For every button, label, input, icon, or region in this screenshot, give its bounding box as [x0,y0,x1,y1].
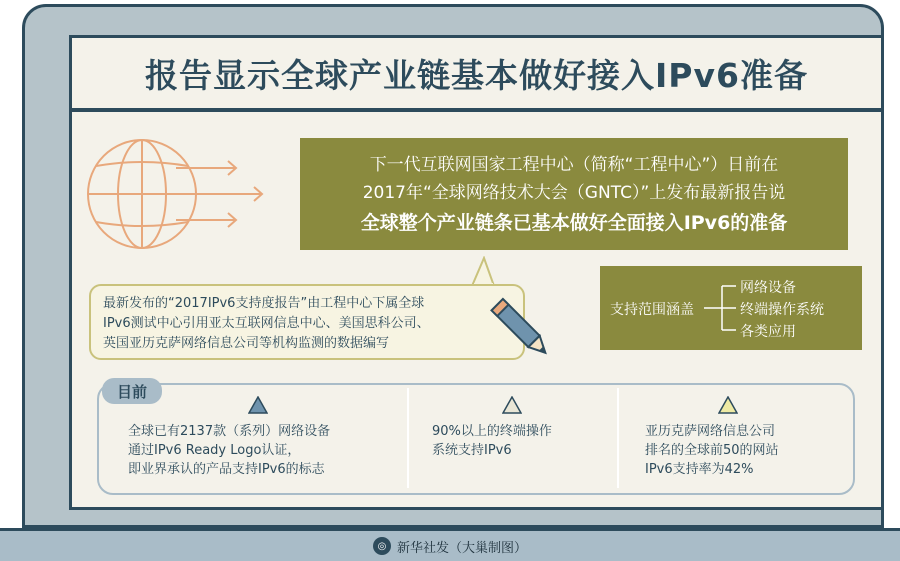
column-divider [617,388,619,488]
pencil-icon [487,292,557,364]
scope-item: 各类应用 [740,324,796,340]
scope-item: 网络设备 [740,280,796,296]
source-note-line-2: IPv6测试中心引用亚太互联网信息中心、美国思科公司、 [103,316,430,331]
screen [69,35,884,510]
source-note-line-1: 最新发布的“2017IPv6支持度报告”由工程中心下属全球 [103,296,425,311]
current-label: 目前 [102,378,162,404]
current-column-2 [432,422,552,460]
scope-item: 终端操作系统 [740,302,824,318]
source-note-line-3: 英国亚历克萨网络信息公司等机构监测的数据编写 [103,336,390,351]
triangle-icon [248,396,268,414]
highlight-box [300,138,848,250]
xinhua-logo-icon: ◎ [373,537,391,555]
arrow-icon [176,161,262,227]
scope-connector [600,266,740,350]
current-column-3 [645,422,779,479]
current-col3-line: IPv6支持率为42% [645,462,754,477]
laptop-frame [22,4,884,528]
scope-box [600,266,862,350]
current-col1-line: 通过IPv6 Ready Logo认证， [128,443,301,458]
triangle-icon [718,396,738,414]
bubble-tail [468,256,498,286]
credit-bar [0,528,900,561]
page-title: 报告显示全球产业链基本做好接入IPv6准备 [145,55,808,95]
credit-text: 新华社发（大巢制图） [396,540,527,556]
column-divider [407,388,409,488]
current-col3-line: 亚历克萨网络信息公司 [645,424,776,439]
current-col2-line: 90%以上的终端操作 [432,424,552,439]
highlight-line-2: 2017年“全球网络技术大会（GNTC）”上发布最新报告说 [362,183,786,203]
source-note [89,284,525,360]
highlight-line-3: 全球整个产业链条已基本做好全面接入IPv6的准备 [360,212,788,234]
title-divider [72,108,881,112]
current-col1-line: 即业界承认的产品支持IPv6的标志 [128,462,325,477]
globe-icon [86,134,276,254]
highlight-line-1: 下一代互联网国家工程中心（简称“工程中心”）日前在 [369,155,779,175]
current-col2-line: 系统支持IPv6 [432,443,512,458]
current-col3-line: 排名的全球前50的网站 [645,443,779,458]
current-column-1 [128,422,330,479]
scope-label: 支持范围涵盖 [610,302,694,318]
triangle-icon [502,396,522,414]
current-col1-line: 全球已有2137款（系列）网络设备 [128,424,331,439]
